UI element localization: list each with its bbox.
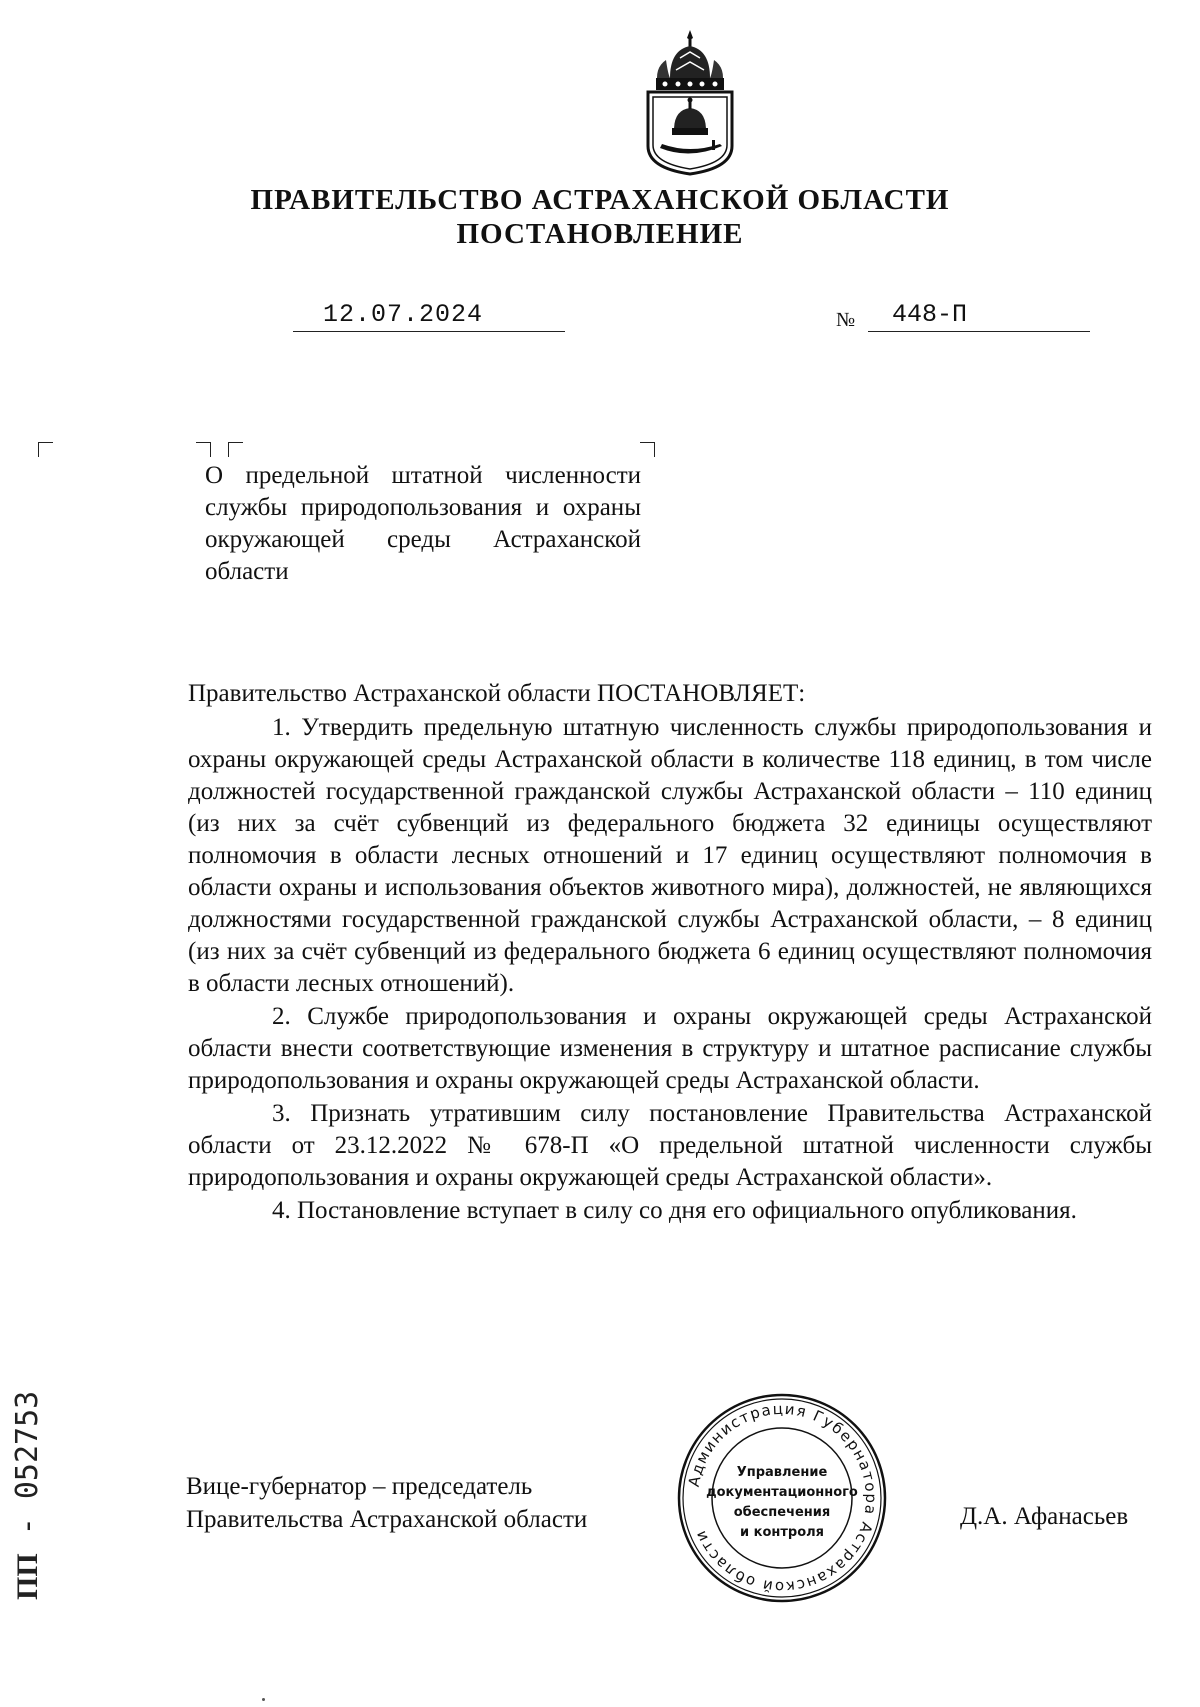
document-date-field <box>293 301 565 332</box>
preamble: Правительство Астраханской области ПОСТАНОВЛЯЕТ: <box>188 680 806 707</box>
stamp-inner-line-3: обеспечения <box>733 1505 831 1520</box>
signer-name: Д.А. Афанасьев <box>960 1503 1129 1530</box>
signer-title <box>186 1470 587 1536</box>
stamp-inner-line-1: Управление <box>736 1465 828 1480</box>
scan-speck <box>262 1698 265 1701</box>
stamp-inner-line-2: документационного <box>706 1485 858 1500</box>
paragraph-3: 3. Признать утратившим силу постановление Правительства Астраханской области от 23.12.2022 № 678-П «О предельной штатной численности службы природопользования и охраны окружающей среды Астраханской области». <box>188 1100 1152 1191</box>
document-number: 448-П <box>892 300 968 329</box>
document-type-title: ПОСТАНОВЛЕНИЕ <box>456 218 744 250</box>
signer-title-line-2: Правительства Астраханской области <box>186 1506 588 1533</box>
paragraph-2: 2. Службе природопользования и охраны окружающей среды Астраханской области внести соответствующие изменения в структуру и штатное расписание службы природопользования и охраны окружающей среды Астраханской области. <box>188 1003 1152 1094</box>
official-stamp <box>676 1392 888 1604</box>
margin-corner-mark <box>196 442 211 457</box>
paragraph-1: 1. Утвердить предельную штатную численность службы природопользования и охраны окружающей среды Астраханской области в количестве 118 единиц, в том числе должностей государственной гражданской службы Астраханской области – 110 единиц (из них за счёт субвенций из федерального бюджета 32 единицы осуществляют полномочия в области лесных отношений и 17 единиц осуществляют полномочия в области охраны и использования объектов животного мира), должностей, не являющихся должностями государственной гражданской службы Астраханской области, – 8 единиц (из них за счёт субвенций из федерального бюджета 6 единиц осуществляют полномочия в области лесных отношений). <box>188 714 1152 997</box>
number-sign: № <box>836 309 856 331</box>
coat-of-arms-emblem <box>640 28 740 176</box>
document-number-field <box>868 301 1090 332</box>
signer-title-line-1: Вице-губернатор – председатель <box>186 1473 533 1500</box>
document-body <box>188 712 1152 1228</box>
stamp-outer-text: Администрация Губернатора Астраханской области <box>684 1399 881 1597</box>
subject-corner-mark <box>228 442 243 457</box>
subject-corner-mark <box>640 442 655 457</box>
margin-corner-mark <box>38 442 53 457</box>
stamp-inner-line-4: и контроля <box>739 1525 825 1540</box>
serial-number: - 052753 <box>10 1390 45 1536</box>
paragraph-4: 4. Постановление вступает в силу со дня его официального опубликования. <box>272 1197 1077 1224</box>
document-subject: О предельной штатной численности службы природопользования и охраны окружающей среды Астраханской области <box>205 462 641 585</box>
serial-prefix: ПП <box>11 1553 44 1600</box>
form-serial-number <box>10 1360 45 1600</box>
document-date: 12.07.2024 <box>323 300 484 329</box>
government-title: ПРАВИТЕЛЬСТВО АСТРАХАНСКОЙ ОБЛАСТИ <box>250 184 950 216</box>
